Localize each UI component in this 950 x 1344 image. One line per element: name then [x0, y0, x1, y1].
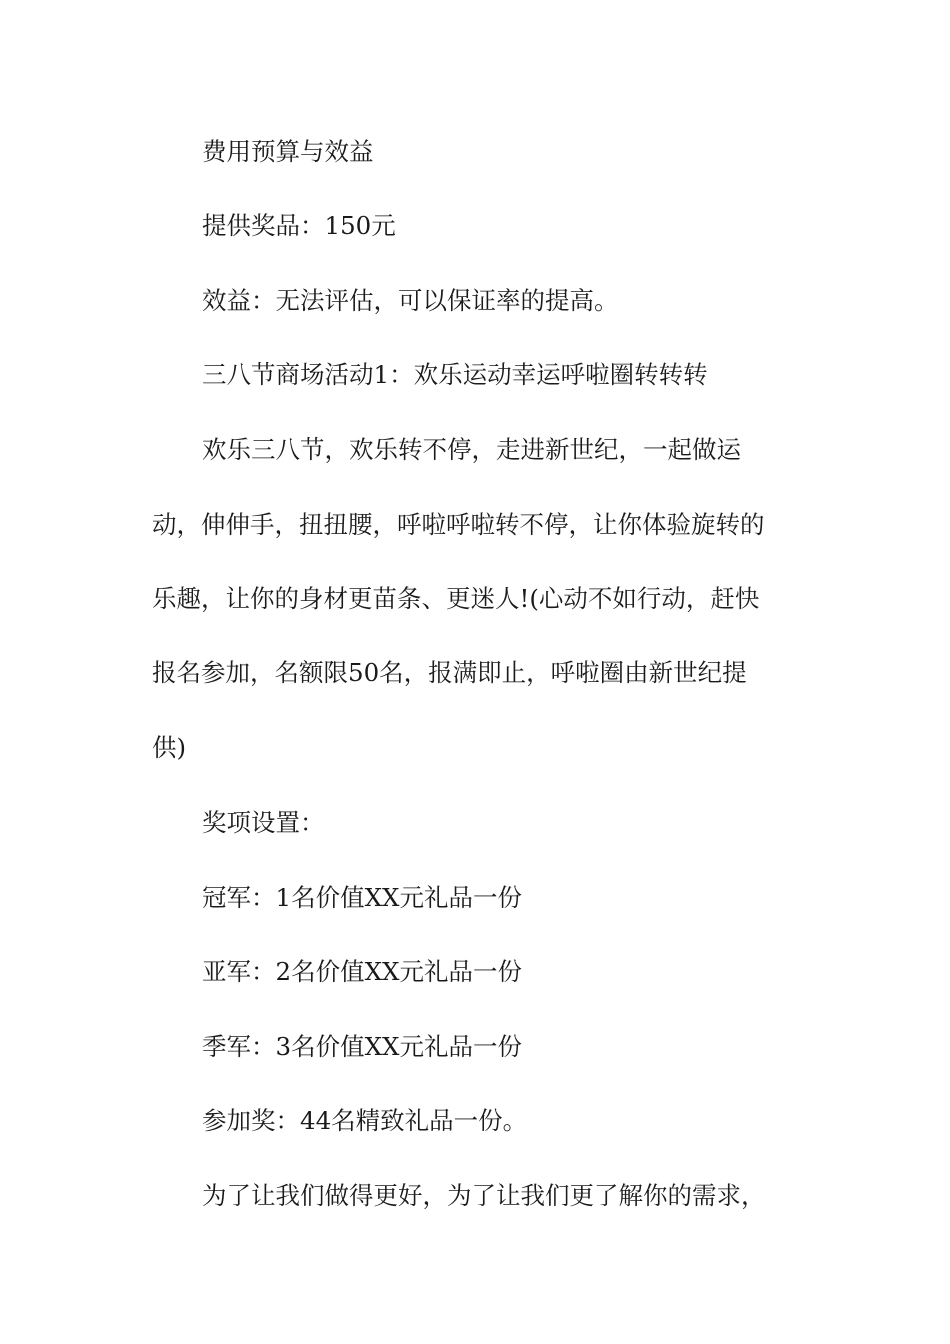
paragraph-line: 乐趣，让你的身材更苗条、更迷人!(心动不如行动，赶快	[152, 584, 760, 613]
paragraph-line: 供)	[152, 733, 187, 762]
section-heading-budget: 费用预算与效益	[202, 137, 374, 166]
benefit-line: 效益：无法评估，可以保证率的提高。	[202, 286, 619, 315]
award-third-place: 季军：3名价值XX元礼品一份	[202, 1032, 522, 1061]
award-champion: 冠军：1名价值XX元礼品一份	[202, 883, 522, 912]
paragraph-line: 报名参加，名额限50名，报满即止，呼啦圈由新世纪提	[152, 658, 747, 687]
activity-title: 三八节商场活动1：欢乐运动幸运呼啦圈转转转	[202, 360, 708, 389]
paragraph-line: 动，伸伸手，扭扭腰，呼啦呼啦转不停，让你体验旋转的	[152, 510, 765, 539]
award-participation: 参加奖：44名精致礼品一份。	[202, 1106, 528, 1135]
award-runner-up: 亚军：2名价值XX元礼品一份	[202, 957, 522, 986]
prize-cost-line: 提供奖品：150元	[202, 211, 396, 240]
awards-heading: 奖项设置：	[202, 808, 325, 837]
paragraph-line: 欢乐三八节，欢乐转不停，走进新世纪，一起做运	[202, 435, 741, 464]
paragraph-line: 为了让我们做得更好，为了让我们更了解你的需求，	[202, 1181, 766, 1210]
